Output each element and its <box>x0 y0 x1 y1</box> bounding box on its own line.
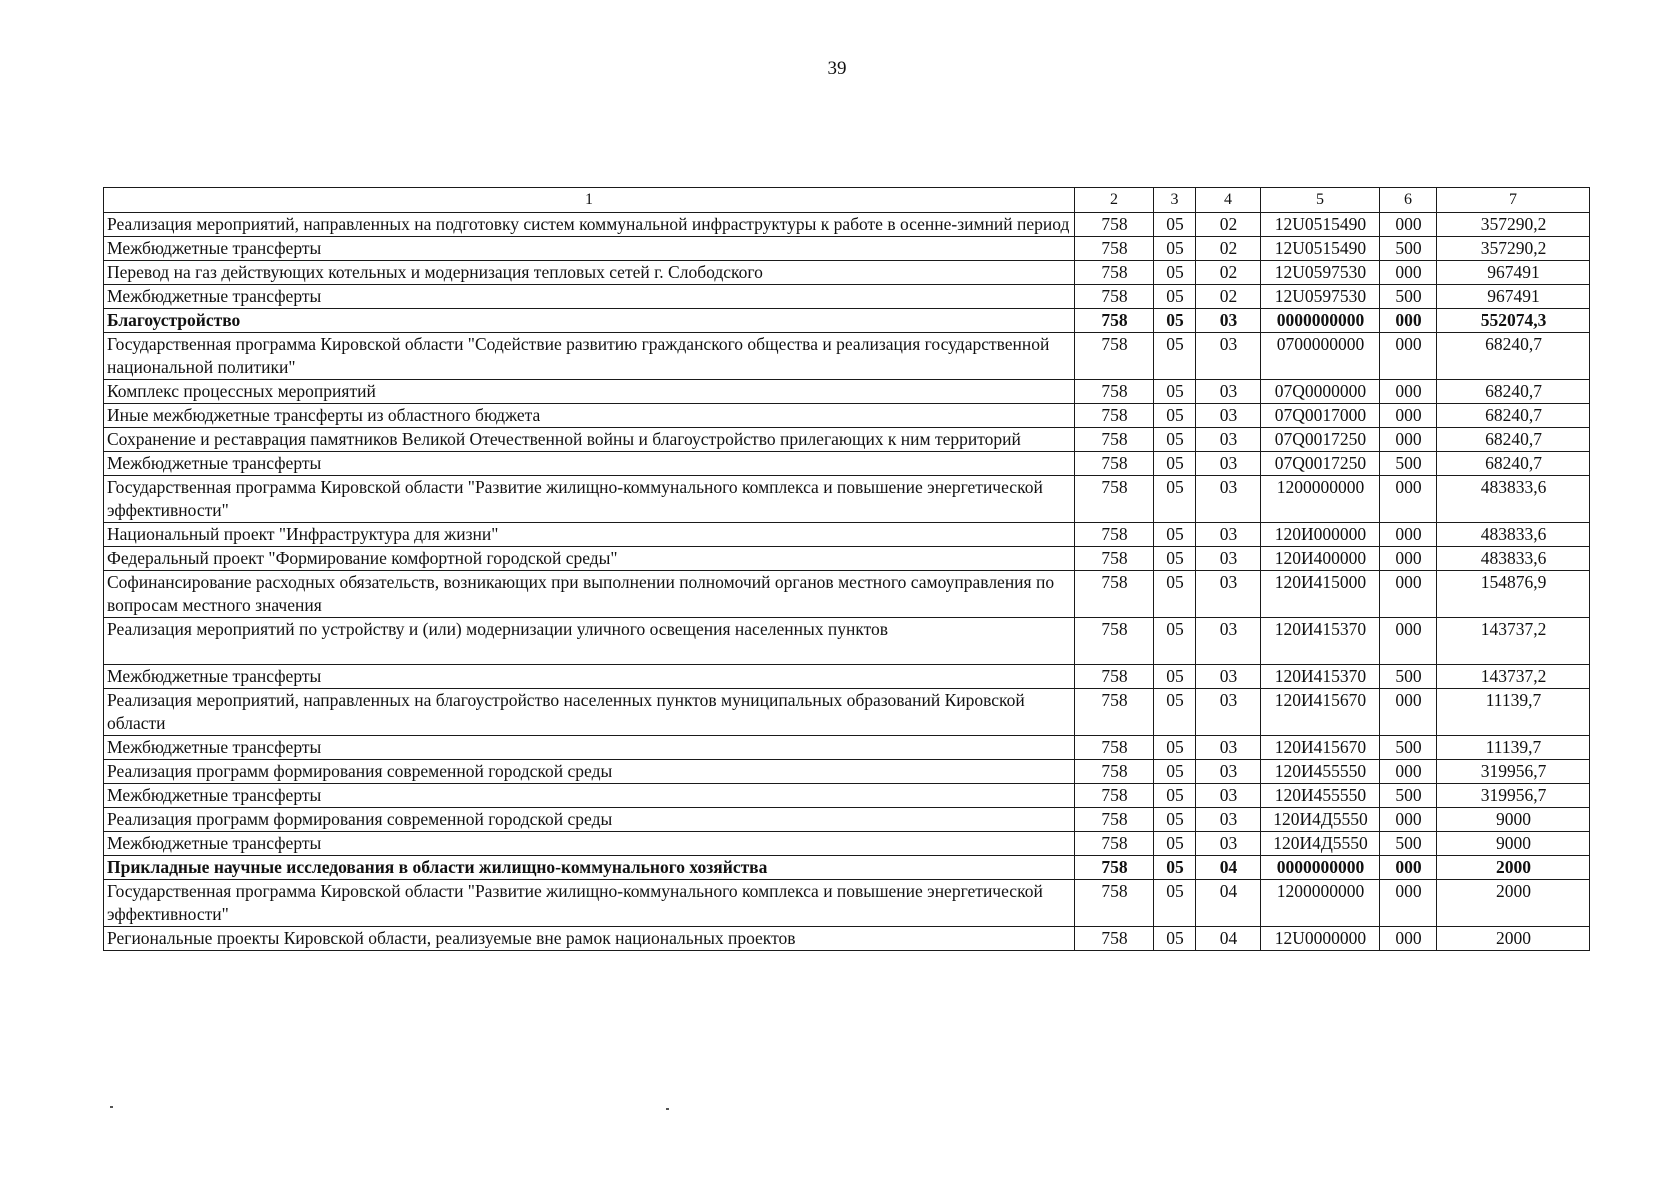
cell-expense-type: 000 <box>1380 261 1437 285</box>
table-row <box>104 285 1590 309</box>
cell-amount: 9000 <box>1437 832 1590 856</box>
table-row <box>104 665 1590 689</box>
cell-ministry-code: 758 <box>1075 380 1154 404</box>
row-name: Межбюджетные трансферты <box>104 665 1075 689</box>
row-name: Межбюджетные трансферты <box>104 285 1075 309</box>
cell-target-article: 120И000000 <box>1261 523 1380 547</box>
table-row <box>104 760 1590 784</box>
table-row <box>104 856 1590 880</box>
cell-expense-type: 000 <box>1380 309 1437 333</box>
column-header: 1 <box>104 188 1075 213</box>
cell-ministry-code: 758 <box>1075 261 1154 285</box>
cell-target-article: 120И415370 <box>1261 618 1380 665</box>
cell-amount: 2000 <box>1437 880 1590 927</box>
row-name: Реализация программ формирования современной городской среды <box>104 760 1075 784</box>
cell-expense-type: 000 <box>1380 618 1437 665</box>
cell-amount: 11139,7 <box>1437 689 1590 736</box>
cell-ministry-code: 758 <box>1075 665 1154 689</box>
cell-section-code: 05 <box>1154 880 1196 927</box>
cell-ministry-code: 758 <box>1075 213 1154 237</box>
cell-subsection-code: 03 <box>1196 309 1261 333</box>
column-header: 4 <box>1196 188 1261 213</box>
cell-expense-type: 000 <box>1380 760 1437 784</box>
table-row <box>104 808 1590 832</box>
cell-target-article: 120И415670 <box>1261 689 1380 736</box>
table-row <box>104 927 1590 951</box>
row-name: Государственная программа Кировской области "Развитие жилищно-коммунального комплекса и повышение энергетической эффективности" <box>104 880 1075 927</box>
cell-section-code: 05 <box>1154 380 1196 404</box>
cell-ministry-code: 758 <box>1075 309 1154 333</box>
cell-target-article: 0000000000 <box>1261 309 1380 333</box>
row-name: Межбюджетные трансферты <box>104 736 1075 760</box>
cell-target-article: 12U0000000 <box>1261 927 1380 951</box>
cell-subsection-code: 02 <box>1196 261 1261 285</box>
table-row <box>104 736 1590 760</box>
cell-target-article: 07Q0017250 <box>1261 452 1380 476</box>
table-row <box>104 213 1590 237</box>
cell-target-article: 12U0515490 <box>1261 213 1380 237</box>
row-name: Межбюджетные трансферты <box>104 784 1075 808</box>
cell-expense-type: 500 <box>1380 237 1437 261</box>
cell-amount: 483833,6 <box>1437 476 1590 523</box>
cell-target-article: 120И4Д5550 <box>1261 832 1380 856</box>
cell-target-article: 12U0597530 <box>1261 285 1380 309</box>
cell-ministry-code: 758 <box>1075 808 1154 832</box>
table-row <box>104 237 1590 261</box>
cell-expense-type: 500 <box>1380 832 1437 856</box>
column-header: 6 <box>1380 188 1437 213</box>
cell-ministry-code: 758 <box>1075 736 1154 760</box>
cell-section-code: 05 <box>1154 927 1196 951</box>
cell-expense-type: 000 <box>1380 927 1437 951</box>
cell-section-code: 05 <box>1154 808 1196 832</box>
cell-section-code: 05 <box>1154 309 1196 333</box>
cell-amount: 68240,7 <box>1437 452 1590 476</box>
cell-section-code: 05 <box>1154 261 1196 285</box>
cell-target-article: 1200000000 <box>1261 880 1380 927</box>
cell-subsection-code: 03 <box>1196 380 1261 404</box>
scan-speck <box>666 1108 669 1110</box>
row-name: Реализация программ формирования современной городской среды <box>104 808 1075 832</box>
table-row <box>104 880 1590 927</box>
cell-expense-type: 000 <box>1380 856 1437 880</box>
cell-section-code: 05 <box>1154 237 1196 261</box>
cell-section-code: 05 <box>1154 618 1196 665</box>
cell-subsection-code: 03 <box>1196 689 1261 736</box>
cell-ministry-code: 758 <box>1075 285 1154 309</box>
row-name: Межбюджетные трансферты <box>104 452 1075 476</box>
row-name: Межбюджетные трансферты <box>104 832 1075 856</box>
cell-subsection-code: 03 <box>1196 618 1261 665</box>
cell-amount: 9000 <box>1437 808 1590 832</box>
cell-ministry-code: 758 <box>1075 428 1154 452</box>
row-name: Комплекс процессных мероприятий <box>104 380 1075 404</box>
cell-target-article: 12U0515490 <box>1261 237 1380 261</box>
cell-subsection-code: 03 <box>1196 760 1261 784</box>
cell-section-code: 05 <box>1154 665 1196 689</box>
cell-amount: 143737,2 <box>1437 665 1590 689</box>
cell-ministry-code: 758 <box>1075 333 1154 380</box>
row-name: Перевод на газ действующих котельных и модернизация тепловых сетей г. Слободского <box>104 261 1075 285</box>
cell-subsection-code: 03 <box>1196 452 1261 476</box>
cell-section-code: 05 <box>1154 404 1196 428</box>
cell-section-code: 05 <box>1154 428 1196 452</box>
cell-amount: 68240,7 <box>1437 404 1590 428</box>
cell-section-code: 05 <box>1154 285 1196 309</box>
cell-amount: 319956,7 <box>1437 784 1590 808</box>
cell-subsection-code: 03 <box>1196 333 1261 380</box>
row-name: Региональные проекты Кировской области, реализуемые вне рамок национальных проектов <box>104 927 1075 951</box>
cell-amount: 68240,7 <box>1437 333 1590 380</box>
cell-expense-type: 000 <box>1380 880 1437 927</box>
row-name: Прикладные научные исследования в области жилищно-коммунального хозяйства <box>104 856 1075 880</box>
cell-target-article: 1200000000 <box>1261 476 1380 523</box>
row-name: Реализация мероприятий, направленных на благоустройство населенных пунктов муниципальных образований Кировской области <box>104 689 1075 736</box>
cell-section-code: 05 <box>1154 760 1196 784</box>
cell-amount: 154876,9 <box>1437 571 1590 618</box>
cell-target-article: 120И415670 <box>1261 736 1380 760</box>
cell-amount: 319956,7 <box>1437 760 1590 784</box>
table-row <box>104 618 1590 665</box>
row-name: Благоустройство <box>104 309 1075 333</box>
budget-table <box>103 187 1590 951</box>
cell-ministry-code: 758 <box>1075 476 1154 523</box>
cell-amount: 68240,7 <box>1437 428 1590 452</box>
column-header: 2 <box>1075 188 1154 213</box>
cell-amount: 483833,6 <box>1437 547 1590 571</box>
cell-ministry-code: 758 <box>1075 618 1154 665</box>
cell-subsection-code: 03 <box>1196 832 1261 856</box>
cell-ministry-code: 758 <box>1075 571 1154 618</box>
cell-target-article: 120И455550 <box>1261 784 1380 808</box>
cell-ministry-code: 758 <box>1075 547 1154 571</box>
cell-ministry-code: 758 <box>1075 760 1154 784</box>
table-row <box>104 380 1590 404</box>
table-row <box>104 784 1590 808</box>
cell-expense-type: 000 <box>1380 428 1437 452</box>
cell-target-article: 120И400000 <box>1261 547 1380 571</box>
cell-expense-type: 000 <box>1380 476 1437 523</box>
cell-target-article: 0000000000 <box>1261 856 1380 880</box>
table-row <box>104 571 1590 618</box>
cell-subsection-code: 03 <box>1196 476 1261 523</box>
cell-expense-type: 000 <box>1380 523 1437 547</box>
cell-ministry-code: 758 <box>1075 927 1154 951</box>
cell-section-code: 05 <box>1154 784 1196 808</box>
cell-section-code: 05 <box>1154 452 1196 476</box>
cell-expense-type: 500 <box>1380 784 1437 808</box>
cell-ministry-code: 758 <box>1075 404 1154 428</box>
cell-expense-type: 000 <box>1380 547 1437 571</box>
cell-subsection-code: 02 <box>1196 285 1261 309</box>
table-row <box>104 689 1590 736</box>
page-number: 39 <box>827 58 847 79</box>
cell-ministry-code: 758 <box>1075 880 1154 927</box>
cell-section-code: 05 <box>1154 736 1196 760</box>
cell-subsection-code: 04 <box>1196 856 1261 880</box>
cell-target-article: 07Q0000000 <box>1261 380 1380 404</box>
cell-target-article: 0700000000 <box>1261 333 1380 380</box>
cell-subsection-code: 03 <box>1196 428 1261 452</box>
table-row <box>104 523 1590 547</box>
table-body <box>104 213 1590 951</box>
table-row <box>104 476 1590 523</box>
cell-target-article: 07Q0017000 <box>1261 404 1380 428</box>
cell-expense-type: 000 <box>1380 333 1437 380</box>
row-name: Сохранение и реставрация памятников Великой Отечественной войны и благоустройство прилегающих к ним территорий <box>104 428 1075 452</box>
cell-amount: 357290,2 <box>1437 213 1590 237</box>
cell-expense-type: 000 <box>1380 213 1437 237</box>
cell-expense-type: 500 <box>1380 736 1437 760</box>
cell-expense-type: 000 <box>1380 689 1437 736</box>
cell-section-code: 05 <box>1154 547 1196 571</box>
cell-subsection-code: 03 <box>1196 784 1261 808</box>
cell-amount: 11139,7 <box>1437 736 1590 760</box>
cell-expense-type: 000 <box>1380 808 1437 832</box>
cell-target-article: 120И4Д5550 <box>1261 808 1380 832</box>
cell-amount: 483833,6 <box>1437 523 1590 547</box>
table-row <box>104 428 1590 452</box>
cell-expense-type: 000 <box>1380 571 1437 618</box>
cell-ministry-code: 758 <box>1075 237 1154 261</box>
cell-subsection-code: 04 <box>1196 927 1261 951</box>
cell-amount: 967491 <box>1437 285 1590 309</box>
cell-expense-type: 000 <box>1380 404 1437 428</box>
row-name: Государственная программа Кировской области "Развитие жилищно-коммунального комплекса и повышение энергетической эффективности" <box>104 476 1075 523</box>
cell-subsection-code: 03 <box>1196 523 1261 547</box>
cell-subsection-code: 03 <box>1196 808 1261 832</box>
row-name: Межбюджетные трансферты <box>104 237 1075 261</box>
cell-target-article: 07Q0017250 <box>1261 428 1380 452</box>
cell-subsection-code: 03 <box>1196 665 1261 689</box>
cell-target-article: 120И415000 <box>1261 571 1380 618</box>
row-name: Национальный проект "Инфраструктура для жизни" <box>104 523 1075 547</box>
cell-section-code: 05 <box>1154 476 1196 523</box>
cell-subsection-code: 02 <box>1196 213 1261 237</box>
cell-expense-type: 000 <box>1380 380 1437 404</box>
cell-ministry-code: 758 <box>1075 452 1154 476</box>
cell-ministry-code: 758 <box>1075 523 1154 547</box>
cell-subsection-code: 03 <box>1196 547 1261 571</box>
cell-amount: 552074,3 <box>1437 309 1590 333</box>
cell-ministry-code: 758 <box>1075 832 1154 856</box>
row-name: Реализация мероприятий по устройству и (или) модернизации уличного освещения населенных пунктов <box>104 618 1075 665</box>
column-header: 3 <box>1154 188 1196 213</box>
cell-target-article: 120И455550 <box>1261 760 1380 784</box>
cell-section-code: 05 <box>1154 856 1196 880</box>
column-header: 5 <box>1261 188 1380 213</box>
table-header-row <box>104 188 1590 213</box>
table-row <box>104 404 1590 428</box>
table-row <box>104 832 1590 856</box>
cell-subsection-code: 03 <box>1196 736 1261 760</box>
cell-ministry-code: 758 <box>1075 784 1154 808</box>
cell-section-code: 05 <box>1154 213 1196 237</box>
cell-subsection-code: 03 <box>1196 571 1261 618</box>
cell-section-code: 05 <box>1154 689 1196 736</box>
cell-target-article: 120И415370 <box>1261 665 1380 689</box>
table-row <box>104 547 1590 571</box>
cell-expense-type: 500 <box>1380 285 1437 309</box>
cell-amount: 143737,2 <box>1437 618 1590 665</box>
cell-expense-type: 500 <box>1380 665 1437 689</box>
cell-section-code: 05 <box>1154 832 1196 856</box>
table-row <box>104 333 1590 380</box>
cell-section-code: 05 <box>1154 571 1196 618</box>
cell-ministry-code: 758 <box>1075 856 1154 880</box>
cell-subsection-code: 03 <box>1196 404 1261 428</box>
cell-amount: 2000 <box>1437 856 1590 880</box>
cell-section-code: 05 <box>1154 523 1196 547</box>
table-row <box>104 309 1590 333</box>
cell-section-code: 05 <box>1154 333 1196 380</box>
column-header: 7 <box>1437 188 1590 213</box>
scan-speck <box>110 1106 113 1108</box>
cell-amount: 357290,2 <box>1437 237 1590 261</box>
row-name: Софинансирование расходных обязательств, возникающих при выполнении полномочий органов местного самоуправления по вопросам местного значения <box>104 571 1075 618</box>
cell-subsection-code: 04 <box>1196 880 1261 927</box>
row-name: Реализация мероприятий, направленных на подготовку систем коммунальной инфраструктуры к работе в осенне-зимний период <box>104 213 1075 237</box>
cell-amount: 68240,7 <box>1437 380 1590 404</box>
cell-target-article: 12U0597530 <box>1261 261 1380 285</box>
cell-expense-type: 500 <box>1380 452 1437 476</box>
row-name: Иные межбюджетные трансферты из областного бюджета <box>104 404 1075 428</box>
cell-amount: 2000 <box>1437 927 1590 951</box>
cell-amount: 967491 <box>1437 261 1590 285</box>
row-name: Федеральный проект "Формирование комфортной городской среды" <box>104 547 1075 571</box>
row-name: Государственная программа Кировской области "Содействие развитию гражданского общества и реализация государственной национальной политики" <box>104 333 1075 380</box>
table-row <box>104 452 1590 476</box>
table-row <box>104 261 1590 285</box>
cell-ministry-code: 758 <box>1075 689 1154 736</box>
cell-subsection-code: 02 <box>1196 237 1261 261</box>
